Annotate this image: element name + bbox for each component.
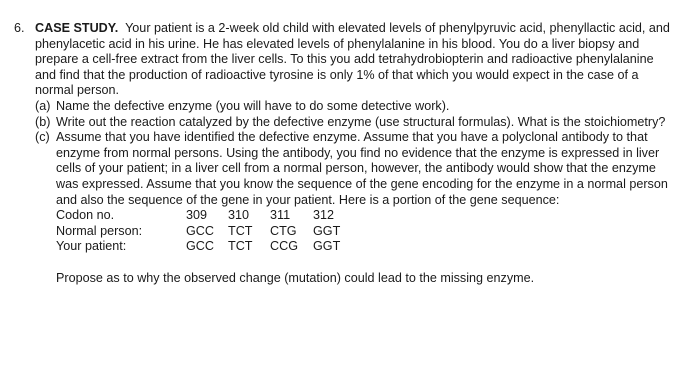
codon-row-normal <box>56 224 674 240</box>
closing-prompt: Propose as to why the observed change (mutation) could lead to the missing enzyme. <box>56 270 535 285</box>
codon-cell: GGT <box>313 223 341 238</box>
codon-row-header <box>56 208 674 224</box>
case-study-question <box>14 21 674 287</box>
part-c-text: Assume that you have identified the defective enzyme. Assume that you have a polyclonal antibody to that enzyme from normal persons. Using the antibody, you find no evidence that the enzyme is expressed in liver cells of your patient; in a liver cell from a normal person, however, the antibody would show that the enzyme was expressed. Assume that you know the sequence of the gene encoding for the enzyme in a normal person and also the sequence of the gene in your patient. Here is a portion of the gene sequence: <box>56 130 668 207</box>
part-a-label: (a) <box>35 98 51 113</box>
codon-cell: 309 <box>186 208 208 223</box>
codon-row-label: Your patient: <box>56 239 127 254</box>
codon-cell: 312 <box>313 208 335 223</box>
codon-table <box>56 208 674 255</box>
part-c <box>35 130 674 286</box>
codon-cell: TCT <box>228 239 253 254</box>
codon-cell: GCC <box>186 239 214 254</box>
question-body <box>35 21 674 287</box>
question-intro-paragraph <box>35 21 674 99</box>
part-b-label: (b) <box>35 114 51 129</box>
codon-row-label: Codon no. <box>56 208 115 223</box>
codon-cell: GGT <box>313 239 341 254</box>
question-intro-text: Your patient is a 2-week old child with elevated levels of phenylpyruvic acid, phenyllactic acid, and phenylacetic acid in his urine. He has elevated levels of phenylalanine in his blood. You do a liver biopsy and prepare a cell-free extract from the liver cells. To this you add tetrahydrobiopterin and radioactive phenylalanine and find that the production of radioactive tyrosine is only 1% of that which you would expect in the case of a normal person. <box>35 21 670 98</box>
codon-cell: GCC <box>186 223 214 238</box>
part-b-text: Write out the reaction catalyzed by the defective enzyme (use structural formulas). What is the stoichiometry? <box>56 114 666 129</box>
part-a <box>35 99 674 115</box>
codon-cell: 311 <box>270 208 291 223</box>
codon-cell: CCG <box>270 239 298 254</box>
part-c-label: (c) <box>35 130 50 145</box>
codon-row-patient <box>56 239 674 255</box>
part-b <box>35 115 674 131</box>
part-a-text: Name the defective enzyme (you will have to do some detective work). <box>56 98 450 113</box>
codon-cell: 310 <box>228 208 250 223</box>
codon-row-label: Normal person: <box>56 223 143 238</box>
codon-cell: CTG <box>270 223 297 238</box>
question-number: 6. <box>14 21 25 35</box>
question-title: CASE STUDY. <box>35 21 119 35</box>
codon-cell: TCT <box>228 223 253 238</box>
